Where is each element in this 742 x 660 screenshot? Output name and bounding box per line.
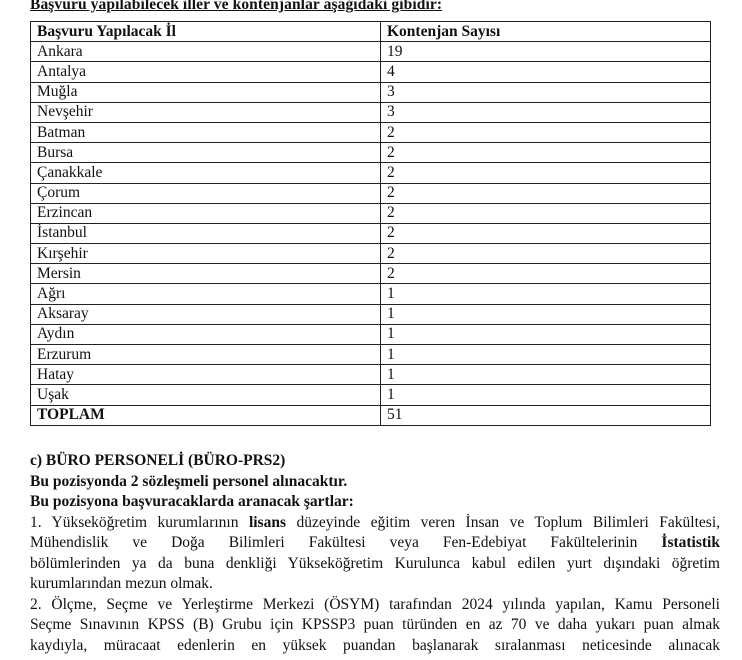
requirement-1-line-1 bbox=[30, 513, 720, 534]
province-cell: Bursa bbox=[31, 143, 381, 163]
quota-cell: 3 bbox=[381, 102, 711, 122]
table-row bbox=[31, 244, 711, 264]
requirement-1-line-4: kurumlarından mezun olmak. bbox=[30, 575, 213, 592]
province-cell: Ankara bbox=[31, 42, 381, 62]
quota-cell: 2 bbox=[381, 244, 711, 264]
province-cell: Kırşehir bbox=[31, 244, 381, 264]
province-cell: Nevşehir bbox=[31, 102, 381, 122]
province-cell: Çorum bbox=[31, 183, 381, 203]
table-row bbox=[31, 304, 711, 324]
requirement-1-line-2 bbox=[30, 533, 720, 554]
province-cell: Erzincan bbox=[31, 203, 381, 223]
table-row bbox=[31, 264, 711, 284]
quota-cell: 1 bbox=[381, 304, 711, 324]
requirement-1-text-c: düzeyinde eğitim veren İnsan ve Toplum Bilimleri Fakültesi, bbox=[286, 513, 720, 531]
quota-cell: 2 bbox=[381, 203, 711, 223]
quota-cell: 1 bbox=[381, 284, 711, 304]
quota-cell: 2 bbox=[381, 264, 711, 284]
table-row bbox=[31, 284, 711, 304]
table-header-row bbox=[31, 22, 711, 42]
province-cell: Çanakkale bbox=[31, 163, 381, 183]
table-row bbox=[31, 143, 711, 163]
section-title: c) BÜRO PERSONELİ (BÜRO-PRS2) bbox=[30, 452, 286, 469]
table-row bbox=[31, 223, 711, 243]
column-header-province: Başvuru Yapılacak İl bbox=[31, 22, 381, 42]
province-cell: İstanbul bbox=[31, 223, 381, 243]
table-row bbox=[31, 365, 711, 385]
quota-cell: 2 bbox=[381, 163, 711, 183]
quota-cell: 3 bbox=[381, 82, 711, 102]
quota-cell: 1 bbox=[381, 324, 711, 344]
requirement-1-lisans: lisans bbox=[248, 513, 286, 531]
province-cell: Aydın bbox=[31, 324, 381, 344]
province-cell: Mersin bbox=[31, 264, 381, 284]
column-header-quota: Kontenjan Sayısı bbox=[381, 22, 711, 42]
quota-cell: 2 bbox=[381, 143, 711, 163]
quota-cell: 1 bbox=[381, 385, 711, 405]
table-row bbox=[31, 183, 711, 203]
requirement-2-line-1: 2. Ölçme, Seçme ve Yerleştirme Merkezi (ÖSYM) tarafından 2024 yılında yapılan, Kamu Personeli bbox=[30, 595, 720, 613]
table-row bbox=[31, 122, 711, 142]
quota-cell: 2 bbox=[381, 183, 711, 203]
requirement-1-istatistik: İstatistik bbox=[661, 534, 720, 551]
quota-table bbox=[30, 21, 711, 426]
table-row bbox=[31, 42, 711, 62]
position-count-line: Bu pozisyonda 2 sözleşmeli personel alınacaktır. bbox=[30, 472, 348, 490]
table-row bbox=[31, 62, 711, 82]
requirement-item-1 bbox=[30, 513, 720, 595]
table-row bbox=[31, 324, 711, 344]
quota-cell: 2 bbox=[381, 122, 711, 142]
province-cell: Uşak bbox=[31, 385, 381, 405]
quota-cell: 1 bbox=[381, 365, 711, 385]
province-cell: Antalya bbox=[31, 62, 381, 82]
table-row bbox=[31, 385, 711, 405]
requirement-1-text-a: 1. Yükseköğretim kurumlarının bbox=[30, 513, 249, 531]
table-row bbox=[31, 345, 711, 365]
total-value: 51 bbox=[381, 405, 711, 425]
province-cell: Ağrı bbox=[31, 284, 381, 304]
requirements-heading: Bu pozisyona başvuracaklarda aranacak şartlar: bbox=[30, 493, 354, 510]
table-row bbox=[31, 203, 711, 223]
table-body bbox=[31, 42, 711, 426]
province-cell: Erzurum bbox=[31, 345, 381, 365]
quota-cell: 4 bbox=[381, 62, 711, 82]
requirement-2-line-2: Seçme Sınavının KPSS (B) Grubu için KPSSP3 puan türünden en az 70 ve daha yukarı puan almak bbox=[30, 616, 720, 633]
quota-cell: 2 bbox=[381, 223, 711, 243]
table-total-row bbox=[31, 405, 711, 425]
requirement-2-line-3: kaydıyla, müracaat edenlerin en yüksek puandan başlanarak sıralanması neticesinde alınacak bbox=[30, 636, 720, 654]
buro-personeli-section bbox=[30, 451, 720, 656]
table-row bbox=[31, 102, 711, 122]
quota-cell: 19 bbox=[381, 42, 711, 62]
province-cell: Batman bbox=[31, 122, 381, 142]
quota-cell: 1 bbox=[381, 345, 711, 365]
province-cell: Aksaray bbox=[31, 304, 381, 324]
requirement-1-line-3: bölümlerinden ya da buna denkliği Yükseköğretim Kurulunca kabul edilen yurt dışındaki öğretim bbox=[30, 554, 720, 572]
province-cell: Hatay bbox=[31, 365, 381, 385]
province-cell: Muğla bbox=[31, 82, 381, 102]
table-heading: Başvuru yapılabilecek iller ve kontenjanlar aşağıdaki gibidir: bbox=[30, 0, 443, 13]
table-row bbox=[31, 82, 711, 102]
requirement-item-2 bbox=[30, 595, 720, 657]
total-label: TOPLAM bbox=[31, 405, 381, 425]
requirement-1-text-d: Mühendislik ve Doğa Bilimleri Fakültesi veya Fen-Edebiyat Fakültelerinin bbox=[30, 534, 662, 551]
table-row bbox=[31, 163, 711, 183]
